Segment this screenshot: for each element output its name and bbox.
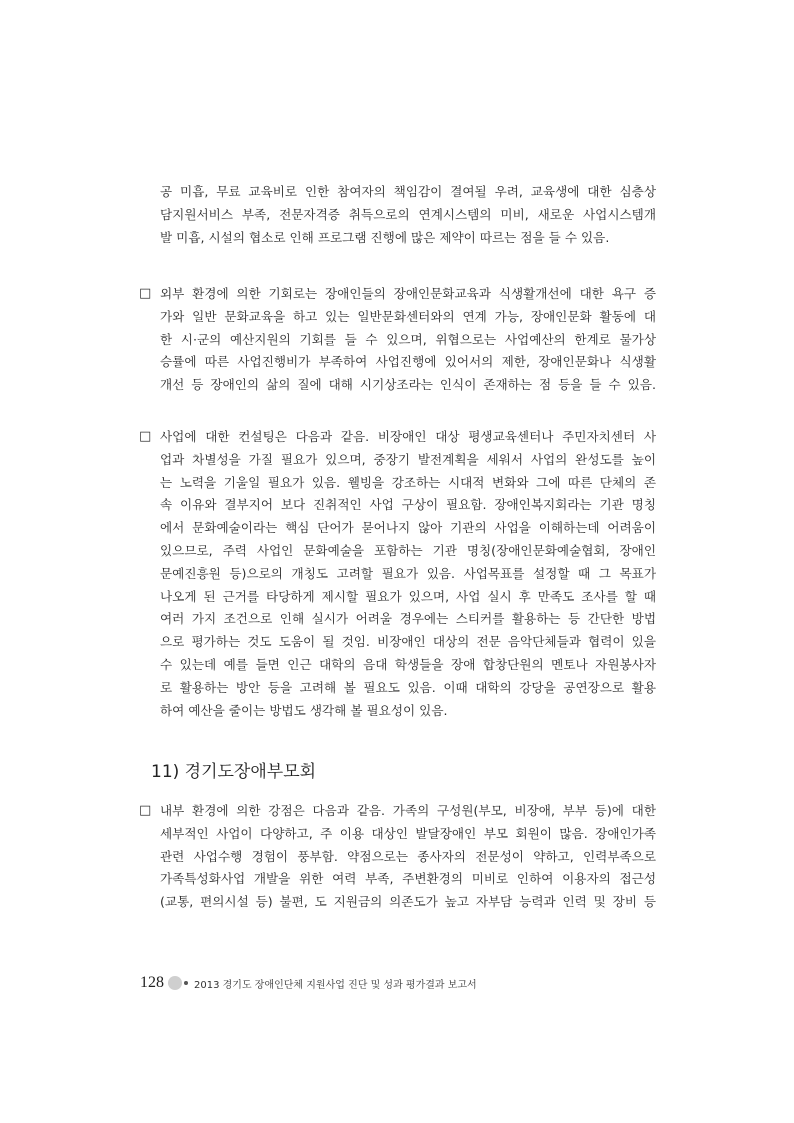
footer-circle-icon [168,976,182,990]
checkbox-bullet-icon: □ [139,286,152,301]
paragraph-strengths [160,800,656,914]
text-line: 수 있는데 예를 들면 인근 대학의 음대 학생들을 장애 합창단원의 멘토나 자원봉사자 [160,656,656,672]
text-line: 여러 가지 조건으로 인해 실시가 어려울 경우에는 스티커를 활용하는 등 간단한 방법 [160,611,656,627]
text-line: 사업에 대한 컨설팅은 다음과 같음. 비장애인 대상 평생교육센터나 주민자치센터 사 [160,429,656,444]
text-line: 나오게 된 근거를 타당하게 제시할 필요가 있으며, 사업 실시 후 만족도 조사를 할 때 [160,588,656,604]
text-line: 승률에 따른 사업진행비가 부족하여 사업진행에 있어서의 제한, 장애인문화나 식생활 [160,354,656,370]
text-line: 가와 일반 문화교육을 하고 있는 일반문화센터와의 연계 가능, 장애인문화 활동에 대 [160,308,656,324]
paragraph-consulting [160,426,656,722]
text-line: 문예진흥원 등)으로의 개칭도 고려할 필요가 있음. 사업목표를 설정할 때 그 목표가 [160,565,656,581]
text-line: 발 미흡, 시설의 협소로 인해 프로그램 진행에 많은 제약이 따르는 점을 들 수 있음. [160,229,610,245]
checkbox-bullet-icon: □ [139,803,152,818]
paragraph-continuation [160,181,656,249]
text-line: (교통, 편의시설 등) 불편, 도 지원금의 의존도가 높고 자부담 능력과 인력 및 장비 등 [160,894,656,910]
footer-title: 2013 경기도 장애인단체 지원사업 진단 및 성과 평가결과 보고서 [194,979,477,991]
page-number: 128 [140,974,164,991]
text-line: 관련 사업수행 경험이 풍부함. 약점으로는 종사자의 전문성이 약하고, 인력부족으로 [160,848,656,864]
text-line: 내부 환경에 의한 강점은 다음과 같음. 가족의 구성원(부모, 비장애, 부부 등)에 대한 [160,803,656,818]
text-line: 는 노력을 기울일 필요가 있음. 웰빙을 강조하는 시대적 변화와 그에 따른 단체의 존 [160,474,656,490]
text-line: 외부 환경에 의한 기회로는 장애인들의 장애인문화교육과 식생활개선에 대한 욕구 증 [160,286,656,301]
text-line: 한 시·군의 예산지원의 기회를 들 수 있으며, 위협으로는 사업예산의 한계로 물가상 [160,331,656,347]
text-line: 에서 문화예술이라는 핵심 단어가 묻어나지 않아 기관의 사업을 이해하는데 어려움이 [160,520,656,536]
checkbox-bullet-icon: □ [139,429,152,444]
footer-dot-icon [184,981,188,985]
text-line: 하여 예산을 줄이는 방법도 생각해 볼 필요성이 있음. [160,702,448,718]
text-line: 공 미흡, 무료 교육비로 인한 참여자의 책임감이 결여될 우려, 교육생에 대한 심층상 [160,184,656,199]
text-line: 으로 평가하는 것도 도움이 될 것임. 비장애인 대상의 전문 음악단체들과 협력이 있을 [160,634,656,650]
text-line: 있으므로, 주력 사업인 문화예술을 포함하는 기관 명칭(장애인문화예술협회, 장애인 [160,542,656,558]
text-line: 개선 등 장애인의 삶의 질에 대해 시기상조라는 인식이 존재하는 점 등을 들 수 있음. [160,377,656,393]
text-line: 담지원서비스 부족, 전문자격증 취득으로의 연계시스템의 미비, 새로운 사업시스템개 [160,206,656,222]
text-line: 업과 차별성을 가질 필요가 있으며, 중장기 발전계획을 세워서 사업의 완성도를 높이 [160,451,656,467]
text-line: 가족특성화사업 개발을 위한 여력 부족, 주변환경의 미비로 인하여 이용자의 접근성 [160,871,656,887]
section-title: 11) 경기도장애부모회 [151,762,317,782]
page-footer [140,972,477,994]
paragraph-opportunities [160,283,656,397]
text-line: 로 활용하는 방안 등을 고려해 볼 필요도 있음. 이때 대학의 강당을 공연장으로 활용 [160,679,656,695]
text-line: 세부적인 사업이 다양하고, 주 이용 대상인 발달장애인 부모 회원이 많음. 장애인가족 [160,825,656,841]
text-line: 속 이유와 결부지어 보다 진취적인 사업 구상이 필요함. 장애인복지회라는 기관 명칭 [160,497,656,513]
